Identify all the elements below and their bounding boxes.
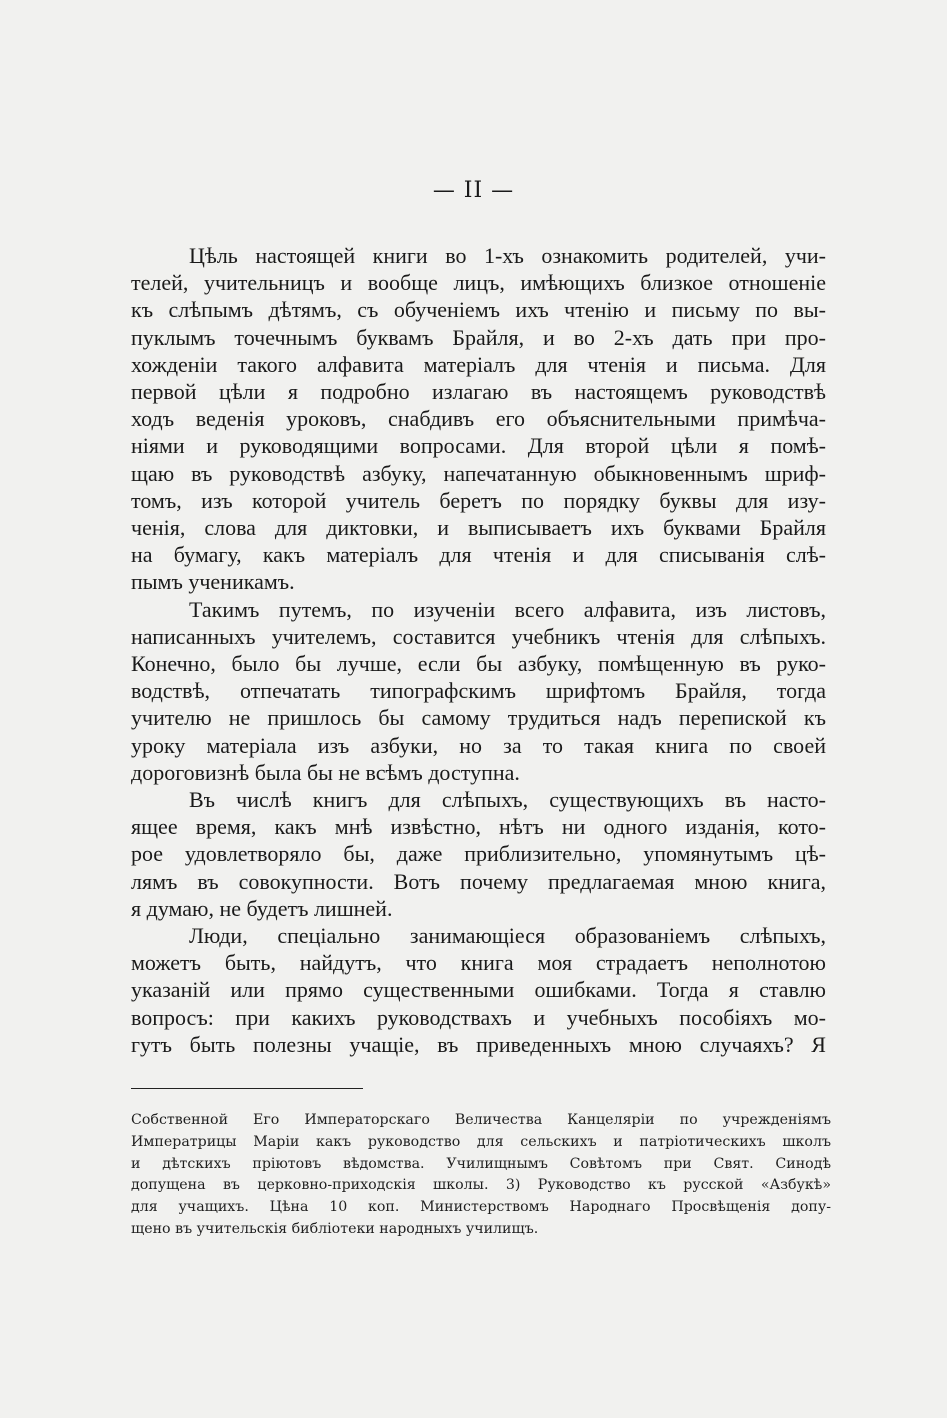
text-line: первой цѣли я подробно излагаю въ настоящемъ руководствѣ <box>131 379 826 405</box>
text-line: Цѣль настоящей книги во 1-хъ ознакомить родителей, учи- <box>189 243 826 268</box>
text-line: вопросъ: при какихъ руководствахъ и учебныхъ пособіяхъ мо- <box>131 1004 826 1030</box>
text-line: уроку матеріала изъ азбуки, но за то такая книга по своей <box>131 732 826 758</box>
footnote-line: Императрицы Маріи какъ руководство для сельскихъ и патріотическихъ школъ <box>131 1133 831 1150</box>
text-line: можетъ быть, найдутъ, что книга моя страдаетъ неполнотою <box>131 950 826 976</box>
text-line: я думаю, не будетъ лишней. <box>131 895 393 921</box>
text-line: лямъ въ совокупности. Вотъ почему предлагаемая мною книга, <box>131 868 826 894</box>
text-line: Люди, спеціально занимающіеся образованіемъ слѣпыхъ, <box>189 923 826 949</box>
text-line: рое удовлетворяло бы, даже приблизительно, упомянутымъ цѣ- <box>131 841 826 867</box>
footnote-line: допущена въ церковно-приходскія школы. 3) Руководство къ русской «Азбукѣ» <box>131 1177 831 1194</box>
text-line: указаній или прямо существенными ошибками. Тогда я ставлю <box>131 977 826 1003</box>
paragraph-4 <box>131 922 826 1058</box>
text-line: водствѣ, отпечатать типографскимъ шрифтомъ Брайля, тогда <box>131 678 826 704</box>
page-number: — II — <box>432 178 515 203</box>
text-line: Въ числѣ книгъ для слѣпыхъ, существующихъ въ насто- <box>189 787 826 813</box>
text-line: щаю въ руководствѣ азбуку, напечатанную обыкновеннымъ шриф- <box>131 460 826 486</box>
text-line: пымъ ученикамъ. <box>131 569 295 595</box>
footnote-line: для учащихъ. Цѣна 10 коп. Министерствомъ Народнаго Просвѣщенія допу- <box>131 1199 831 1216</box>
text-line: Конечно, было бы лучше, если бы азбуку, помѣщенную въ руко- <box>131 651 826 677</box>
footnote-separator <box>131 1088 363 1089</box>
text-line: Такимъ путемъ, по изученіи всего алфавита, изъ листовъ, <box>189 596 826 622</box>
text-line: хожденіи такого алфавита матеріалъ для чтенія и письма. Для <box>131 351 826 377</box>
text-line: на бумагу, какъ матеріалъ для чтенія и для списыванія слѣ- <box>131 542 826 568</box>
text-line: учителю не пришлось бы самому трудиться надъ перепиской къ <box>131 705 826 731</box>
text-line: дороговизнѣ была бы не всѣмъ доступна. <box>131 759 520 785</box>
paragraph-3 <box>131 786 826 922</box>
text-line: телей, учительницъ и вообще лицъ, имѣющихъ близкое отношеніе <box>131 270 826 296</box>
text-line: томъ, изъ которой учитель беретъ по порядку буквы для изу- <box>131 487 826 513</box>
text-line: пуклымъ точечнымъ буквамъ Брайля, и во 2-хъ дать при про- <box>131 324 826 350</box>
text-line: къ слѣпымъ дѣтямъ, съ обученіемъ ихъ чтенію и письму по вы- <box>131 297 826 323</box>
paragraph-1 <box>131 242 826 596</box>
text-line: гутъ быть полезны учащіе, въ приведенныхъ мною случаяхъ? Я <box>131 1031 826 1057</box>
footnote-line: щено въ учительскія библіотеки народныхъ училищъ. <box>131 1220 539 1237</box>
main-text <box>131 242 826 1058</box>
paragraph-2 <box>131 596 826 786</box>
text-line: ченія, слова для диктовки, и выписываетъ ихъ буквами Брайля <box>131 515 826 541</box>
footnote <box>131 1110 831 1241</box>
text-line: ходъ веденія уроковъ, снабдивъ его объяснительными примѣча- <box>131 406 826 432</box>
text-line: ящее время, какъ мнѣ извѣстно, нѣтъ ни одного изданія, кото- <box>131 814 826 840</box>
text-line: написанныхъ учителемъ, составится учебникъ чтенія для слѣпыхъ. <box>131 623 826 649</box>
footnote-line: Собственной Его Императорскаго Величества Канцеляріи по учрежденіямъ <box>131 1112 831 1128</box>
text-line: ніями и руководящими вопросами. Для второй цѣли я помѣ- <box>131 433 826 459</box>
footnote-line: и дѣтскихъ пріютовъ вѣдомства. Училищнымъ Совѣтомъ при Свят. Синодѣ <box>131 1155 831 1172</box>
